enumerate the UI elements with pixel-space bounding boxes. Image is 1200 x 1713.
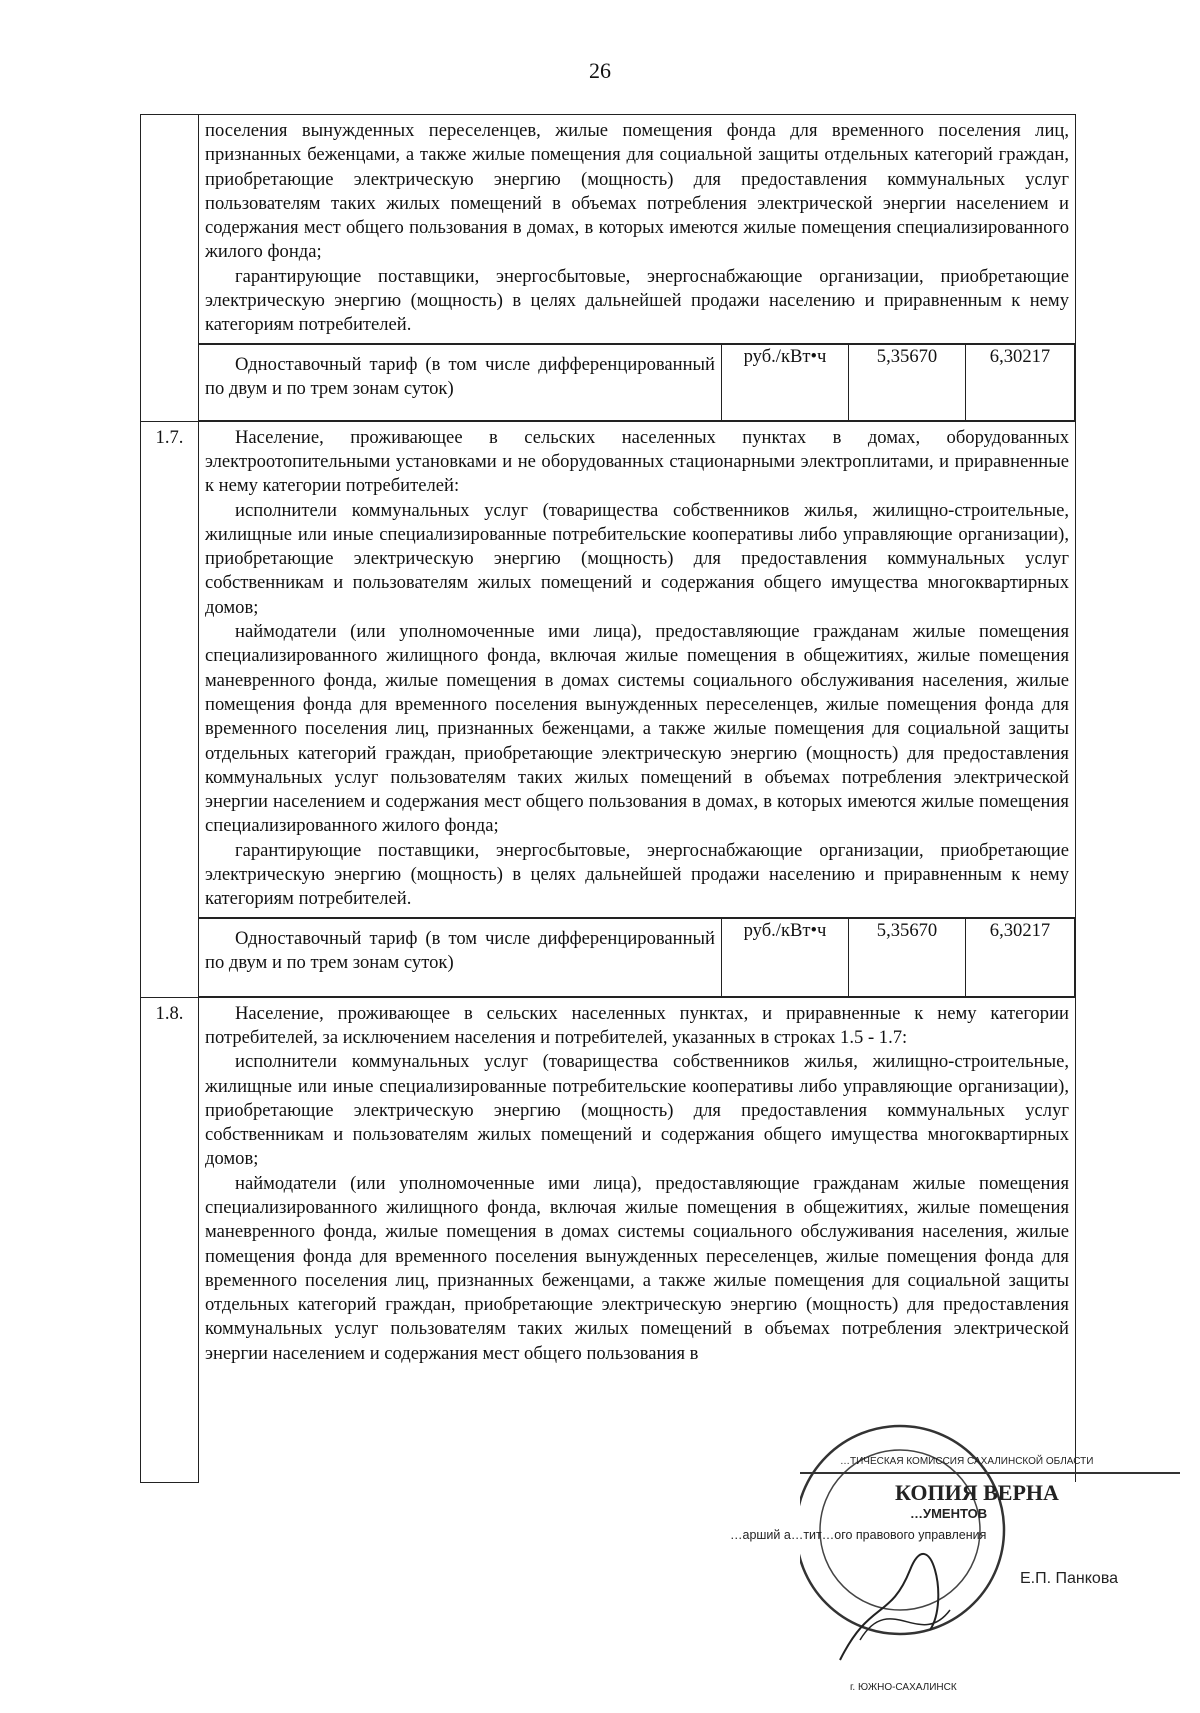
- tariff-row: [141, 343, 1076, 421]
- tariff-table: [140, 114, 1076, 1483]
- tariff-value-1: 5,35670: [849, 918, 966, 996]
- paragraph: Население, проживающее в сельских населенных пунктах в домах, оборудованных электроотопительными установками и не оборудованных стационарными электроплитами, и приравненные к нему категории потребителей:: [205, 426, 1069, 497]
- stamp-subtitle: …УМЕНТОВ: [910, 1506, 988, 1521]
- tariff-value-2: 6,30217: [966, 918, 1075, 996]
- tariff-name: Одноставочный тариф (в том числе дифференцированный по двум и по трем зонам суток): [199, 344, 722, 420]
- tariff-line: [199, 344, 1075, 421]
- paragraph: гарантирующие поставщики, энергосбытовые, энергоснабжающие организации, приобретающие электрическую энергию (мощность) в целях дальнейшей продажи населению и приравненным к нему категориям потребителей.: [205, 839, 1069, 910]
- tariff-value-2: 6,30217: [966, 344, 1075, 420]
- table-row-1-7: [141, 421, 1076, 917]
- stamp-position: …арший а…тит…ого правового управления: [730, 1528, 987, 1542]
- tariff-value-1: 5,35670: [849, 344, 966, 420]
- tariff-name: Одноставочный тариф (в том числе дифференцированный по двум и по трем зонам суток): [199, 918, 722, 996]
- paragraph: исполнители коммунальных услуг (товарищества собственников жилья, жилищно-строительные, жилищные или иные специализированные потребительские кооперативы либо управляющие организации), приобретающие электрическую энергию (мощность) для предоставления коммунальных услуг собственникам и пользователям жилых помещений и содержания общего имущества многоквартирных домов;: [205, 1051, 1069, 1170]
- tariff-unit: руб./кВт•ч: [722, 918, 849, 996]
- stamp-org: …ТИЧЕСКАЯ КОМИССИЯ САХАЛИНСКОЙ ОБЛАСТИ: [840, 1456, 1094, 1467]
- tariff-row: [141, 917, 1076, 997]
- row-description: [199, 115, 1076, 344]
- paragraph: поселения вынужденных переселенцев, жилые помещения фонда для временного поселения лиц, признанных беженцами, а также жилые помещения для социальной защиты отдельных категорий граждан, приобретающие электрическую энергию (мощность) для предоставления коммунальных услуг пользователям таких жилых помещений в объемах потребления электрической энергии населением и содержания мест общего пользования в домах, в которых имеются жилые помещения специализированного жилого фонда;: [205, 120, 1069, 263]
- tariff-unit: руб./кВт•ч: [722, 344, 849, 420]
- paragraph: наймодатели (или уполномоченные ими лица), предоставляющие гражданам жилые помещения специализированного жилищного фонда, включая жилые помещения в общежитиях, жилые помещения маневренного фонда, жилые помещения в домах системы социального обслуживания населения, жилые помещения фонда для временного поселения вынужденных переселенцев, жилые помещения фонда для временного поселения лиц, признанных беженцами, а также жилые помещения для социальной защиты отдельных категорий граждан, приобретающие электрическую энергию (мощность) для предоставления коммунальных услуг пользователям таких жилых помещений в объемах потребления электрической энергии населением и содержания мест общего пользования в: [205, 1172, 1069, 1364]
- paragraph: гарантирующие поставщики, энергосбытовые, энергоснабжающие организации, приобретающие электрическую энергию (мощность) в целях дальнейшей продажи населению и приравненным к нему категориям потребителей.: [205, 265, 1069, 336]
- paragraph: Население, проживающее в сельских населенных пунктах, и приравненные к нему категории потребителей, за исключением населения и потребителей, указанных в строках 1.5 - 1.7:: [205, 1002, 1069, 1048]
- row-number-cell: [141, 115, 199, 422]
- row-number: 1.8.: [141, 997, 199, 1482]
- stamp-title: КОПИЯ ВЕРНА: [895, 1480, 1059, 1505]
- stamp-signer-name: Е.П. Панкова: [1020, 1570, 1119, 1587]
- paragraph: исполнители коммунальных услуг (товарищества собственников жилья, жилищно-строительные, жилищные или иные специализированные потребительские кооперативы либо управляющие организации), приобретающие электрическую энергию (мощность) для предоставления коммунальных услуг собственникам и пользователям жилых помещений и содержания общего имущества многоквартирных домов;: [205, 499, 1069, 618]
- table-row-continuation: [141, 115, 1076, 344]
- row-number: 1.7.: [141, 421, 199, 997]
- table-row-1-8: [141, 997, 1076, 1482]
- page-number: 26: [589, 58, 611, 83]
- row-description: [199, 997, 1076, 1482]
- tariff-line: [199, 918, 1075, 997]
- stamp-city: г. ЮЖНО-САХАЛИНСК: [850, 1682, 957, 1693]
- row-description: [199, 421, 1076, 917]
- paragraph: наймодатели (или уполномоченные ими лица), предоставляющие гражданам жилые помещения специализированного жилищного фонда, включая жилые помещения в общежитиях, жилые помещения маневренного фонда, жилые помещения в домах системы социального обслуживания населения, жилые помещения фонда для временного поселения вынужденных переселенцев, жилые помещения фонда для временного поселения лиц, признанных беженцами, а также жилые помещения для социальной защиты отдельных категорий граждан, приобретающие электрическую энергию (мощность) для предоставления коммунальных услуг пользователям таких жилых помещений в объемах потребления электрической энергии населением и содержания мест общего пользования в домах, в которых имеются жилые помещения специализированного жилого фонда;: [205, 621, 1069, 837]
